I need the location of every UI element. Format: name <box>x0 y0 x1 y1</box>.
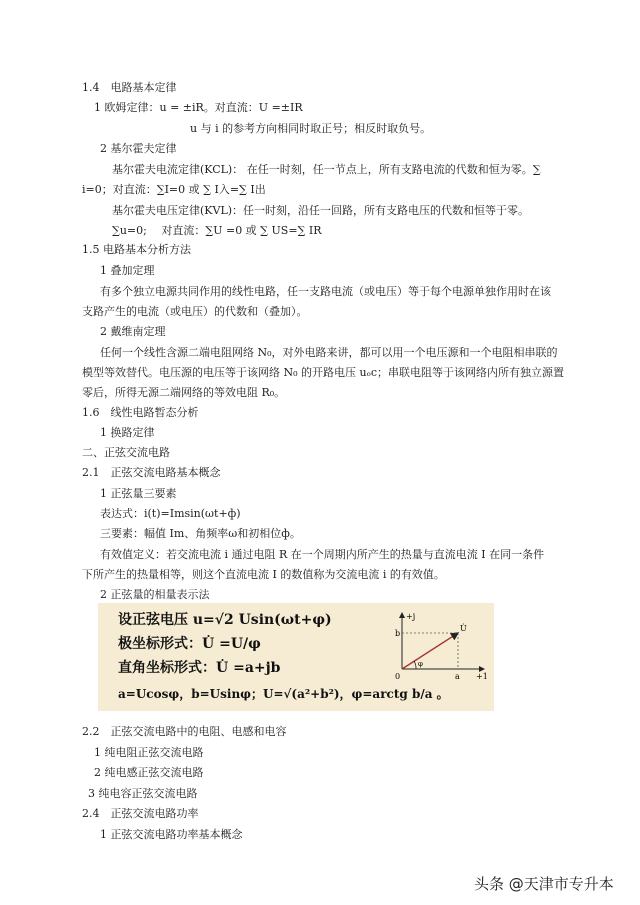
switching-law: 1 换路定律 <box>100 426 155 439</box>
angle-label: φ <box>418 660 423 668</box>
superposition-heading: 1 叠加定理 <box>100 264 155 277</box>
formula-line-1: 设正弦电压 u=√2 Usin(ωt+φ) <box>118 612 332 628</box>
kvl-line-1: 基尔霍夫电压定律(KVL)：任一时刻，沿任一回路，所有支路电压的代数和恒等于零。 <box>112 204 530 217</box>
angle-arc <box>414 661 416 669</box>
imag-axis-label: +j <box>406 612 416 621</box>
section-1-5-title: 1.5 电路基本分析方法 <box>82 243 191 256</box>
thevenin-line-1: 任何一个线性含源二端电阻网络 N₀，对外电路来讲，都可以用一个电压源和一个电阻相串联的 <box>100 346 558 359</box>
b-label: b <box>395 629 401 638</box>
rms-line-1: 有效值定义：若交流电流 i 通过电阻 R 在一个周期内所产生的热量与直流电流 I 在同一条件 <box>100 548 545 561</box>
kvl-line-2: ∑u=0; 对直流：∑U =0 或 ∑ US=∑ IR <box>112 224 322 237</box>
section-1-6-title: 1.6 线性电路暂态分析 <box>82 406 199 419</box>
pure-capacitor-item: 3 纯电容正弦交流电路 <box>88 787 198 800</box>
pure-resistor-item: 1 纯电阻正弦交流电路 <box>94 746 204 759</box>
three-elements-desc: 三要素：幅值 Im、角频率ω和初相位ф。 <box>100 527 301 540</box>
phasor-vector <box>402 633 458 669</box>
power-concept-item: 1 正弦交流电路功率基本概念 <box>100 828 243 841</box>
phasor-diagram <box>380 609 488 683</box>
a-label: a <box>455 672 460 681</box>
section-2-2-title: 2.2 正弦交流电路中的电阻、电感和电容 <box>82 725 287 738</box>
thevenin-heading: 2 戴维南定理 <box>100 325 166 338</box>
thevenin-line-2: 模型等效替代。电压源的电压等于该网络 N₀ 的开路电压 uₒc；串联电阻等于该网络内所有独立源置 <box>82 366 565 379</box>
ohm-law-note: u 与 i 的参考方向相同时取正号；相反时取负号。 <box>190 122 432 135</box>
section-2-4-title: 2.4 正弦交流电路功率 <box>82 807 199 820</box>
phasor-label: U̇ <box>460 624 467 633</box>
watermark-text: 头条 @天津市专升本 <box>474 875 614 893</box>
superposition-line-1: 有多个独立电源共同作用的线性电路，任一支路电流（或电压）等于每个电源单独作用时在该 <box>100 285 551 298</box>
superposition-line-2: 支路产生的电流（或电压）的代数和（叠加）。 <box>82 305 308 318</box>
thevenin-line-3: 零后，所得无源二端网络的等效电阻 R₀。 <box>82 386 286 399</box>
section-2-1-title: 2.1 正弦交流电路基本概念 <box>82 466 221 479</box>
rms-line-2: 下所产生的热量相等，则这个直流电流 I 的数值称为交流电流 i 的有效值。 <box>82 568 445 581</box>
formula-line-3: 直角坐标形式：U̇ =a+jb <box>118 660 281 676</box>
phasor-formula-figure <box>98 603 494 711</box>
formula-line-2: 极坐标形式：U̇ =U/φ <box>118 636 261 652</box>
kcl-line-1: 基尔霍夫电流定律(KCL)： 在任一时刻，任一节点上，所有支路电流的代数和恒为零。∑ <box>112 163 541 176</box>
formula-line-4: a=Ucosφ，b=Usinφ；U=√(a²+b²)，φ=arctg b/a 。 <box>118 687 449 701</box>
expression-line: 表达式：i(t)=Imsin(ωt+ф) <box>100 507 241 520</box>
three-elements-heading: 1 正弦量三要素 <box>100 487 177 500</box>
origin-label: 0 <box>395 672 401 681</box>
pure-inductor-item: 2 纯电感正弦交流电路 <box>94 766 204 779</box>
phasor-heading: 2 正弦量的相量表示法 <box>100 588 210 601</box>
chapter-2-title: 二、正弦交流电路 <box>82 446 170 459</box>
real-axis-label: +1 <box>476 672 488 681</box>
kirchhoff-heading: 2 基尔霍夫定律 <box>100 142 177 155</box>
kcl-line-2: i=0；对直流：∑I=0 或 ∑ I入=∑ I出 <box>82 183 266 196</box>
ohm-law: 1 欧姆定律：u = ±iR。对直流：U =±IR <box>94 101 303 114</box>
section-1-4-title: 1.4 电路基本定律 <box>82 81 177 94</box>
